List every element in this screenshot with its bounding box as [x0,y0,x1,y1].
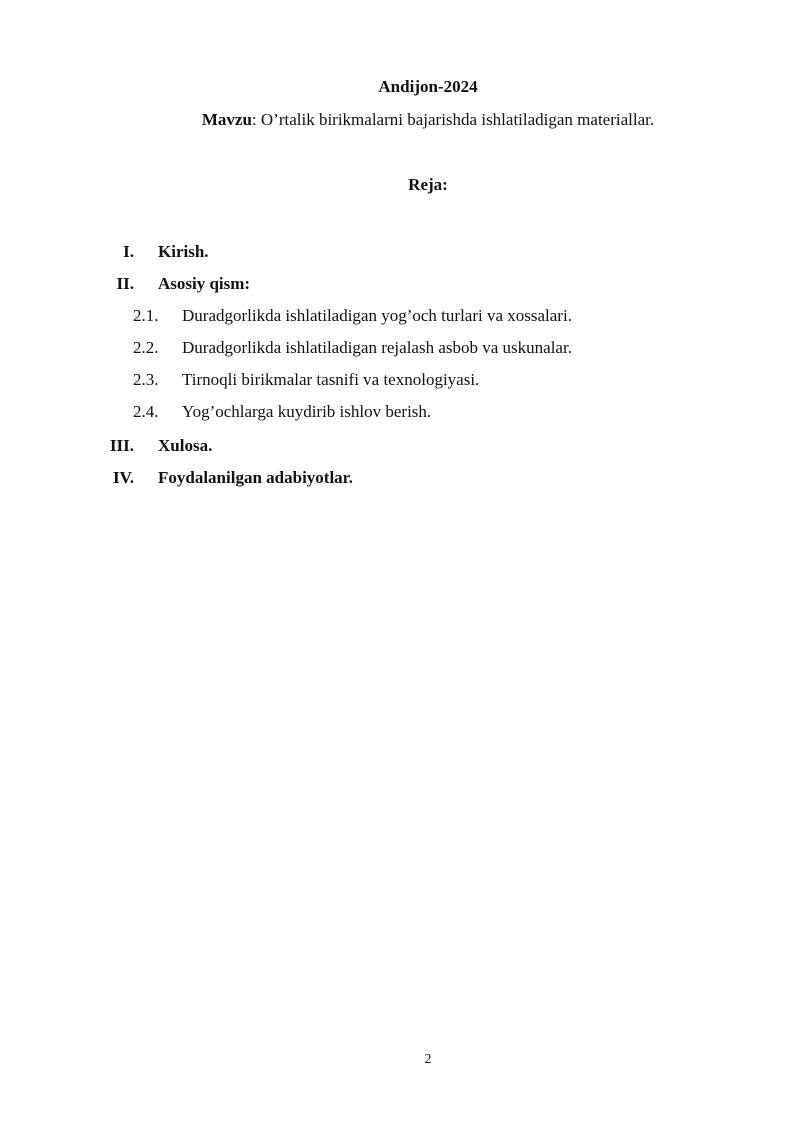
outline-item-number: IV. [113,468,134,487]
outline-subitem-2-3 [0,368,800,392]
page-number: 2 [424,1052,432,1067]
outline-item-text: Kirish. [158,242,209,261]
outline-item-introduction [0,240,800,264]
outline-subitem-number: 2.2. [133,338,159,357]
topic-text: O’rtalik birikmalarni bajarishda ishlatiladigan materiallar. [256,110,655,129]
outline-item-number: II. [116,274,134,293]
outline-subitem-text: Duradgorlikda ishlatiladigan yog’och turlari va xossalari. [182,306,572,325]
topic-label: Mavzu [201,110,252,129]
outline-item-number: I. [123,242,134,261]
outline-item-references [0,466,800,490]
outline-subitem-text: Duradgorlikda ishlatiladigan rejalash asbob va uskunalar. [182,338,572,357]
outline-item-text: Asosiy qism: [158,274,251,293]
topic-separator: : [251,110,257,129]
outline-subitem-2-4 [0,400,800,424]
header-city-year: Andijon-2024 [378,77,478,96]
outline-item-main-part [0,272,800,296]
topic-line [0,110,800,130]
outline-subitem-2-1 [0,304,800,328]
outline-item-conclusion [0,434,800,458]
outline-item-number: III. [109,436,134,455]
plan-title: Reja: [408,175,448,194]
outline-item-text: Foydalanilgan adabiyotlar. [158,468,353,487]
outline-subitem-text: Tirnoqli birikmalar tasnifi va texnologiyasi. [182,370,480,389]
outline-subitem-2-2 [0,336,800,360]
outline-subitem-number: 2.3. [133,370,159,389]
outline-subitem-number: 2.4. [133,402,159,421]
outline-item-text: Xulosa. [158,436,213,455]
outline-subitem-number: 2.1. [133,306,159,325]
outline-subitem-text: Yog’ochlarga kuydirib ishlov berish. [182,402,432,421]
